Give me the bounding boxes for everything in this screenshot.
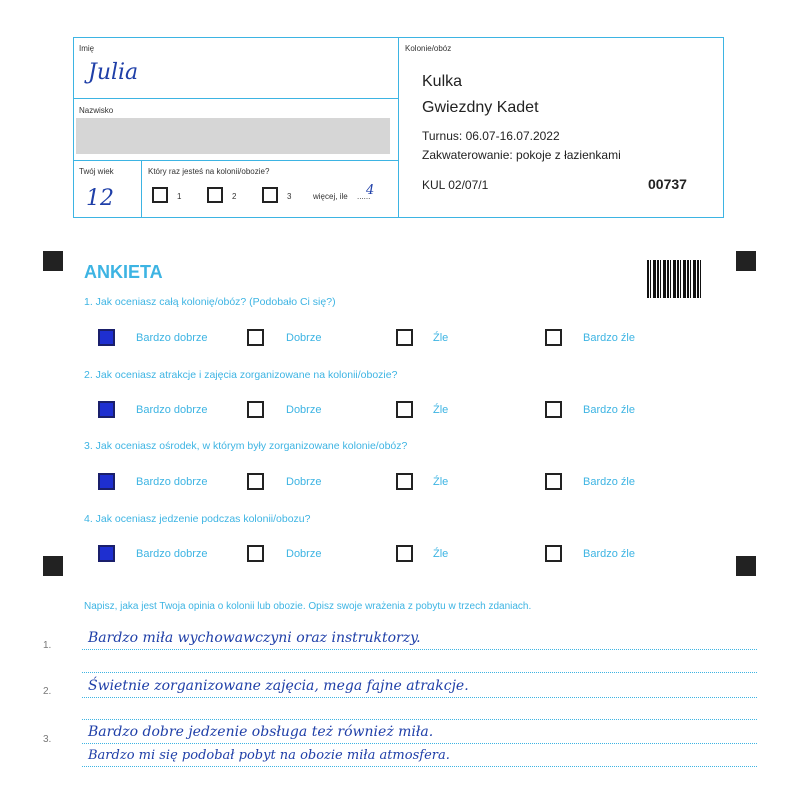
times-option-2: 2 <box>232 192 237 201</box>
accommodation: Zakwaterowanie: pokoje z łazienkami <box>422 148 621 162</box>
q3-option-very-good-checkbox[interactable] <box>98 473 115 490</box>
times-checkbox-3[interactable] <box>262 187 278 203</box>
q4-option-very-good: Bardzo dobrze <box>136 548 208 560</box>
redacted-last-name <box>76 118 390 154</box>
writing-line <box>82 672 757 673</box>
q2-option-bad-checkbox[interactable] <box>396 401 413 418</box>
form-number: 00737 <box>648 176 687 192</box>
q2-option-very-bad: Bardzo źle <box>583 404 635 416</box>
turnus: Turnus: 06.07-16.07.2022 <box>422 129 560 143</box>
corner-marker <box>736 251 756 271</box>
times-option-3: 3 <box>287 192 292 201</box>
q4-option-very-good-checkbox[interactable] <box>98 545 115 562</box>
q1-option-bad: Źle <box>433 332 449 344</box>
camp-code: KUL 02/07/1 <box>422 178 489 192</box>
question-3: 3. Jak oceniasz ośrodek, w którym były zorganizowane kolonie/obóz? <box>84 440 408 452</box>
q4-option-good: Dobrze <box>286 548 322 560</box>
times-option-1: 1 <box>177 192 182 201</box>
divider <box>73 160 399 161</box>
q4-option-good-checkbox[interactable] <box>247 545 264 562</box>
writing-line <box>82 743 757 744</box>
corner-marker <box>43 251 63 271</box>
camp-name: Kulka <box>422 73 463 90</box>
times-checkbox-2[interactable] <box>207 187 223 203</box>
q2-option-very-good: Bardzo dobrze <box>136 404 208 416</box>
q3-option-bad-checkbox[interactable] <box>396 473 413 490</box>
q1-option-good-checkbox[interactable] <box>247 329 264 346</box>
camp-label: Kolonie/obóz <box>405 44 452 53</box>
q3-option-very-bad-checkbox[interactable] <box>545 473 562 490</box>
q2-option-bad: Źle <box>433 404 449 416</box>
age-label: Twój wiek <box>79 167 114 176</box>
times-checkbox-1[interactable] <box>152 187 168 203</box>
line-number-3: 3. <box>43 734 52 745</box>
writing-line <box>82 766 757 767</box>
q3-option-good: Dobrze <box>286 476 322 488</box>
writing-line <box>82 649 757 650</box>
q4-option-very-bad-checkbox[interactable] <box>545 545 562 562</box>
times-more-dots: ...... <box>357 192 371 201</box>
question-1: 1. Jak oceniasz całą kolonię/obóz? (Podobało Ci się?) <box>84 296 336 308</box>
opinion-line-4[interactable]: Bardzo mi się podobał pobyt na obozie miła atmosfera. <box>88 748 450 763</box>
opinion-prompt: Napisz, jaka jest Twoja opinia o kolonii lub obozie. Opisz swoje wrażenia z pobytu w trzech zdaniach. <box>84 601 532 612</box>
q3-option-very-good: Bardzo dobrze <box>136 476 208 488</box>
q1-option-very-bad: Bardzo źle <box>583 332 635 344</box>
barcode <box>647 260 702 298</box>
q1-option-very-bad-checkbox[interactable] <box>545 329 562 346</box>
first-name-value[interactable]: Julia <box>88 60 139 85</box>
q4-option-very-bad: Bardzo źle <box>583 548 635 560</box>
q4-option-bad-checkbox[interactable] <box>396 545 413 562</box>
q3-option-bad: Źle <box>433 476 449 488</box>
divider <box>73 98 399 99</box>
q2-option-very-bad-checkbox[interactable] <box>545 401 562 418</box>
opinion-line-3[interactable]: Bardzo dobre jedzenie obsługa też również miła. <box>88 724 434 740</box>
line-number-2: 2. <box>43 686 52 697</box>
first-name-label: Imię <box>79 44 95 53</box>
writing-line <box>82 697 757 698</box>
times-label: Który raz jesteś na kolonii/obozie? <box>148 167 270 176</box>
divider <box>398 37 399 218</box>
q2-option-good-checkbox[interactable] <box>247 401 264 418</box>
question-4: 4. Jak oceniasz jedzenie podczas kolonii/obozu? <box>84 513 311 525</box>
writing-line <box>82 719 757 720</box>
q2-option-good: Dobrze <box>286 404 322 416</box>
q3-option-very-bad: Bardzo źle <box>583 476 635 488</box>
q1-option-good: Dobrze <box>286 332 322 344</box>
q1-option-very-good: Bardzo dobrze <box>136 332 208 344</box>
times-more-value[interactable]: 4 <box>366 183 375 198</box>
corner-marker <box>43 556 63 576</box>
last-name-label: Nazwisko <box>79 106 114 115</box>
age-value[interactable]: 12 <box>86 186 114 211</box>
q1-option-very-good-checkbox[interactable] <box>98 329 115 346</box>
opinion-line-2[interactable]: Świetnie zorganizowane zajęcia, mega fajne atrakcje. <box>88 678 469 694</box>
survey-title: ANKIETA <box>84 262 163 282</box>
q3-option-good-checkbox[interactable] <box>247 473 264 490</box>
times-more-label: więcej, ile <box>313 192 348 201</box>
divider <box>141 160 142 218</box>
question-2: 2. Jak oceniasz atrakcje i zajęcia zorganizowane na kolonii/obozie? <box>84 369 398 381</box>
q4-option-bad: Źle <box>433 548 449 560</box>
line-number-1: 1. <box>43 640 52 651</box>
q1-option-bad-checkbox[interactable] <box>396 329 413 346</box>
opinion-line-1[interactable]: Bardzo miła wychowawczyni oraz instruktorzy. <box>88 630 421 646</box>
corner-marker <box>736 556 756 576</box>
camp-subname: Gwiezdny Kadet <box>422 99 539 116</box>
q2-option-very-good-checkbox[interactable] <box>98 401 115 418</box>
